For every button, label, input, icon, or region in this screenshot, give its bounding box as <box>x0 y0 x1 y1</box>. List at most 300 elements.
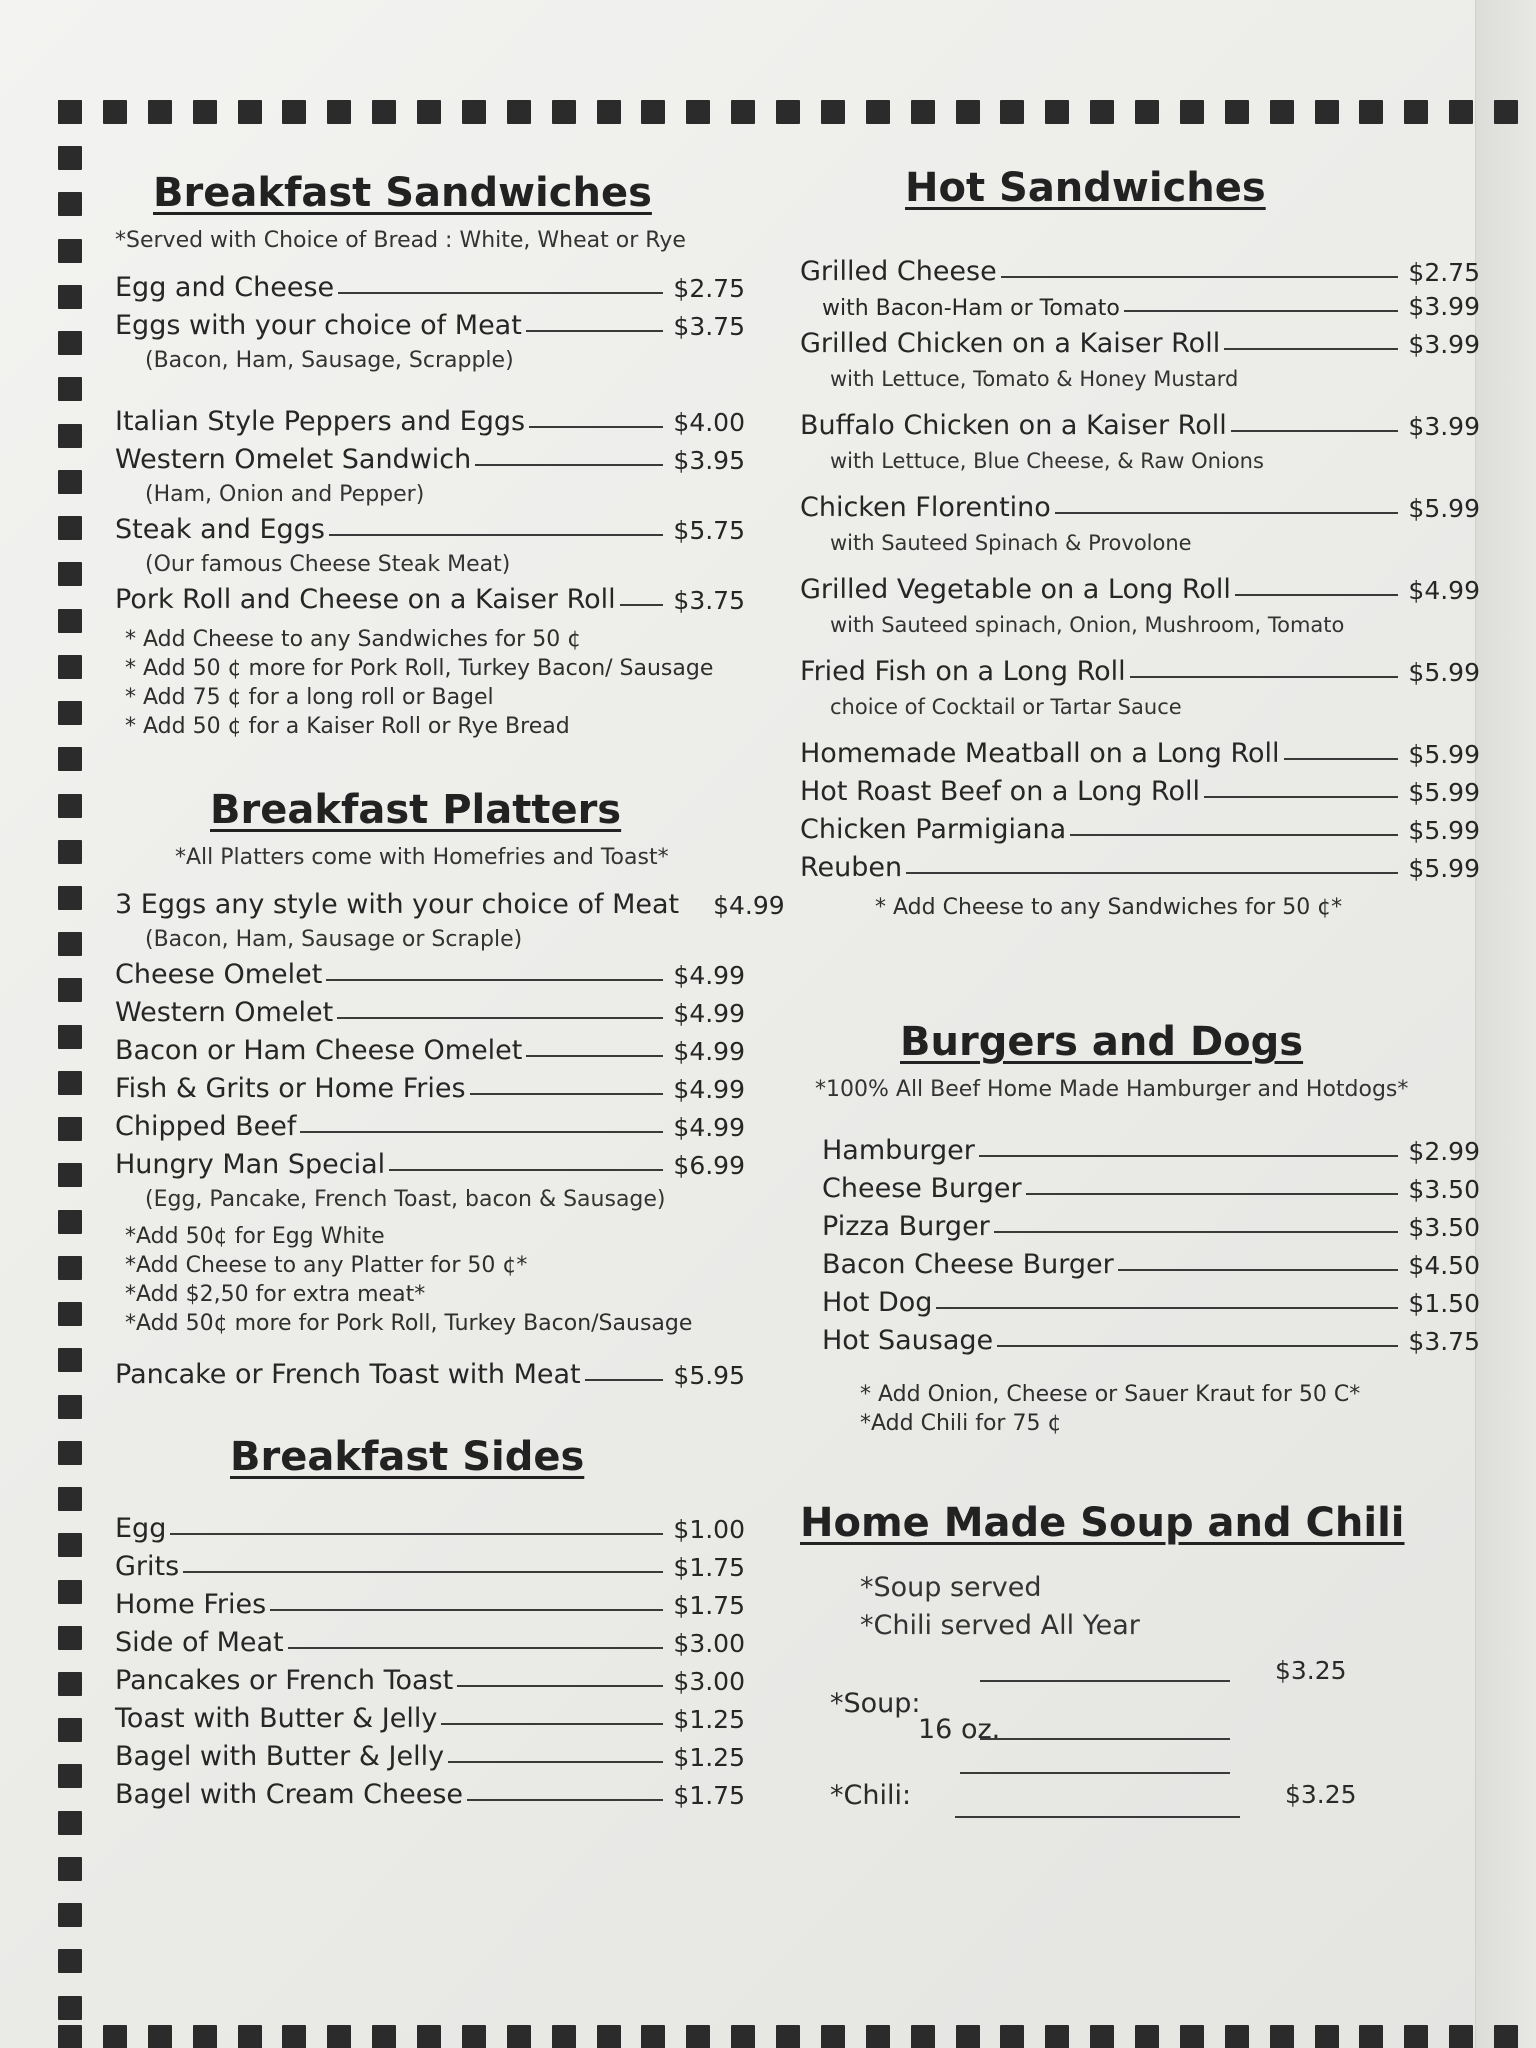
right-column <box>800 165 1480 1816</box>
border-square <box>58 1903 82 1927</box>
border-square <box>58 1071 82 1095</box>
menu-item <box>115 1066 745 1104</box>
border-square <box>776 2025 800 2048</box>
item-name: Hamburger <box>822 1135 975 1166</box>
item-price: $3.75 <box>1408 1327 1480 1356</box>
border-square <box>58 932 82 956</box>
border-square <box>58 377 82 401</box>
menu-item <box>800 845 1480 883</box>
leader-line <box>526 1055 663 1057</box>
menu-item <box>115 303 745 341</box>
item-price: $5.99 <box>1408 740 1480 769</box>
item-name: Bacon or Ham Cheese Omelet <box>115 1035 523 1066</box>
soup-label: *Soup: <box>830 1688 921 1719</box>
item-name: Grilled Cheese <box>800 256 997 287</box>
border-square <box>1449 2025 1473 2048</box>
border-square <box>462 2025 486 2048</box>
item-price: $4.99 <box>673 1037 745 1066</box>
item-price: $4.00 <box>673 408 745 437</box>
border-square <box>58 239 82 263</box>
section-title: Burgers and Dogs <box>900 1019 1304 1065</box>
border-square <box>1404 2025 1428 2048</box>
item-price: $5.99 <box>1408 778 1480 807</box>
border-square <box>1000 100 1024 124</box>
leader-line <box>441 1723 663 1725</box>
border-square <box>911 100 935 124</box>
border-square <box>327 2025 351 2048</box>
leader-line <box>1130 676 1399 678</box>
leader-line <box>906 872 1398 874</box>
item-price: $3.99 <box>1408 292 1480 321</box>
border-square <box>507 100 531 124</box>
border-square <box>238 100 262 124</box>
section-title: Home Made Soup and Chili <box>800 1500 1405 1546</box>
border-square <box>58 840 82 864</box>
burgers-dogs-section <box>800 1019 1480 1440</box>
border-square <box>911 2025 935 2048</box>
item-price: $4.99 <box>673 961 745 990</box>
border-square <box>58 1163 82 1187</box>
checkered-border-bottom <box>58 2025 1518 2048</box>
border-square <box>1090 100 1114 124</box>
item-name: Bagel with Butter & Jelly <box>115 1741 445 1772</box>
menu-item <box>115 1620 745 1658</box>
border-square <box>58 1117 82 1141</box>
border-square <box>776 100 800 124</box>
leader-line <box>1118 1269 1399 1271</box>
item-price: $2.75 <box>673 274 745 303</box>
addon-note: *Add 50¢ for Egg White <box>125 1224 385 1249</box>
border-square <box>58 1533 82 1557</box>
item-price: $3.50 <box>1408 1175 1480 1204</box>
border-square <box>58 1811 82 1835</box>
item-price: $6.99 <box>673 1151 745 1180</box>
leader-line <box>526 330 664 332</box>
addon-note: * Add Cheese to any Sandwiches for 50 ¢ <box>125 627 582 652</box>
border-square <box>58 609 82 633</box>
menu-item <box>115 1582 745 1620</box>
item-name: Egg <box>115 1513 167 1544</box>
border-square <box>1045 100 1069 124</box>
addon-note: *Add Cheese to any Platter for 50 ¢* <box>125 1253 528 1278</box>
border-square <box>58 331 82 355</box>
border-square <box>58 1857 82 1881</box>
border-square <box>58 1348 82 1372</box>
border-square <box>507 2025 531 2048</box>
menu-item <box>800 1242 1480 1280</box>
border-square <box>597 100 621 124</box>
item-name: Fish & Grits or Home Fries <box>115 1073 466 1104</box>
item-description: with Lettuce, Tomato & Honey Mustard <box>830 367 1239 391</box>
addon-note: * Add 50 ¢ more for Pork Roll, Turkey Bacon/ Sausage <box>125 656 714 681</box>
leader-line <box>1055 512 1399 514</box>
item-price: $4.50 <box>1408 1251 1480 1280</box>
menu-item <box>800 649 1480 687</box>
leader-line <box>980 1738 1230 1740</box>
item-price: $3.50 <box>1408 1213 1480 1242</box>
item-description: (Ham, Onion and Pepper) <box>145 482 425 507</box>
soup-chili-section <box>800 1500 1480 1816</box>
item-description: with Sauteed Spinach & Provolone <box>830 531 1192 555</box>
chili-row <box>800 1772 1480 1816</box>
menu-item <box>800 567 1480 605</box>
item-price: $3.00 <box>673 1667 745 1696</box>
item-name: Hot Sausage <box>822 1325 994 1356</box>
chili-label: *Chili: <box>830 1780 912 1811</box>
leader-line <box>529 426 663 428</box>
item-name: Toast with Butter & Jelly <box>115 1703 438 1734</box>
soup-price-row <box>800 1648 1480 1688</box>
border-square <box>1135 2025 1159 2048</box>
border-square <box>1315 100 1339 124</box>
item-name: Egg and Cheese <box>115 272 335 303</box>
item-name: Homemade Meatball on a Long Roll <box>800 738 1280 769</box>
item-name: Hot Roast Beef on a Long Roll <box>800 776 1201 807</box>
border-square <box>58 2025 82 2048</box>
menu-item <box>115 1352 745 1390</box>
leader-line <box>997 1345 1398 1347</box>
item-name: Cheese Omelet <box>115 959 323 990</box>
item-price: $5.99 <box>1408 816 1480 845</box>
border-square <box>58 794 82 818</box>
menu-item <box>115 1544 745 1582</box>
border-square <box>821 100 845 124</box>
leader-line <box>936 1307 1398 1309</box>
soup-row <box>800 1688 1480 1745</box>
border-square <box>866 100 890 124</box>
border-square <box>1180 2025 1204 2048</box>
menu-item <box>800 403 1480 441</box>
border-square <box>417 2025 441 2048</box>
menu-item <box>115 437 745 475</box>
item-price: $1.50 <box>1408 1289 1480 1318</box>
breakfast-sandwiches-section <box>115 170 745 743</box>
border-square <box>641 2025 665 2048</box>
item-price: $1.25 <box>673 1705 745 1734</box>
border-square <box>238 2025 262 2048</box>
item-name: Side of Meat <box>115 1627 284 1658</box>
menu-item <box>115 265 745 303</box>
item-name: Chicken Florentino <box>800 492 1051 523</box>
item-name: Pork Roll and Cheese on a Kaiser Roll <box>115 584 616 615</box>
item-price: $1.25 <box>673 1743 745 1772</box>
border-square <box>58 1949 82 1973</box>
menu-item <box>115 1028 745 1066</box>
border-square <box>58 516 82 540</box>
item-price: $1.75 <box>673 1553 745 1582</box>
menu-item <box>800 249 1480 287</box>
leader-line <box>1026 1193 1399 1195</box>
item-description: with Sauteed spinach, Onion, Mushroom, Tomato <box>830 613 1345 637</box>
menu-item <box>115 577 745 615</box>
item-name: Pancake or French Toast with Meat <box>115 1359 581 1390</box>
item-price: $5.99 <box>1408 658 1480 687</box>
section-note: *Served with Choice of Bread : White, Wheat or Rye <box>115 228 686 253</box>
menu-item <box>115 952 745 990</box>
leader-line <box>448 1761 663 1763</box>
item-price: $5.99 <box>1408 854 1480 883</box>
border-square <box>58 701 82 725</box>
leader-line <box>337 1017 663 1019</box>
leader-line <box>1124 310 1399 312</box>
item-price: $4.99 <box>673 1113 745 1142</box>
menu-item <box>800 485 1480 523</box>
item-price: $3.99 <box>1408 330 1480 359</box>
item-name: Bacon Cheese Burger <box>822 1249 1114 1280</box>
border-square <box>58 1672 82 1696</box>
border-square <box>1045 2025 1069 2048</box>
border-square <box>956 100 980 124</box>
hot-sandwiches-section <box>800 165 1480 924</box>
border-square <box>58 285 82 309</box>
leader-line <box>994 1231 1399 1233</box>
menu-item <box>800 769 1480 807</box>
leader-line <box>470 1093 664 1095</box>
item-name: Eggs with your choice of Meat <box>115 310 522 341</box>
section-note: *All Platters come with Homefries and Toast* <box>175 845 669 870</box>
leader-line <box>338 292 663 294</box>
breakfast-platters-section <box>115 787 785 1390</box>
leader-line <box>979 1155 1399 1157</box>
addon-note: * Add 75 ¢ for a long roll or Bagel <box>125 685 494 710</box>
breakfast-sides-section <box>115 1434 745 1810</box>
border-square <box>372 2025 396 2048</box>
next-page-edge <box>1475 0 1536 2048</box>
border-square <box>686 100 710 124</box>
item-description: (Egg, Pancake, French Toast, bacon & Sausage) <box>145 1187 666 1212</box>
leader-line <box>620 604 664 606</box>
border-square <box>1270 2025 1294 2048</box>
menu-item <box>800 1204 1480 1242</box>
item-price: $4.99 <box>673 999 745 1028</box>
border-square <box>1180 100 1204 124</box>
item-name: Western Omelet Sandwich <box>115 444 472 475</box>
border-square <box>1000 2025 1024 2048</box>
item-name: Hot Dog <box>822 1287 933 1318</box>
item-price: $4.99 <box>1408 576 1480 605</box>
border-square <box>372 100 396 124</box>
leader-line <box>270 1609 663 1611</box>
item-price: $3.75 <box>673 312 745 341</box>
menu-item <box>115 1658 745 1696</box>
border-square <box>103 100 127 124</box>
leader-line <box>467 1799 663 1801</box>
item-name: Grilled Chicken on a Kaiser Roll <box>800 328 1221 359</box>
section-title: Breakfast Sides <box>230 1434 585 1480</box>
chili-price: $3.25 <box>1285 1780 1357 1809</box>
item-price: $3.00 <box>673 1629 745 1658</box>
menu-item <box>800 1318 1480 1356</box>
item-name: Pizza Burger <box>822 1211 990 1242</box>
leader-line <box>183 1571 663 1573</box>
item-price: $1.75 <box>673 1781 745 1810</box>
border-square <box>58 424 82 448</box>
menu-item <box>115 1696 745 1734</box>
menu-item <box>115 882 785 920</box>
checkered-border-top <box>58 100 1518 126</box>
section-note: *Chili served All Year <box>860 1610 1140 1641</box>
item-name: Bagel with Cream Cheese <box>115 1779 464 1810</box>
border-square <box>58 1996 82 2020</box>
leader-line <box>170 1533 663 1535</box>
border-square <box>417 100 441 124</box>
item-price: $4.99 <box>713 891 785 920</box>
addon-note: *Add 50¢ more for Pork Roll, Turkey Bacon/Sausage <box>125 1311 693 1336</box>
item-name: Cheese Burger <box>822 1173 1022 1204</box>
addon-note: * Add 50 ¢ for a Kaiser Roll or Rye Bread <box>125 714 570 739</box>
border-square <box>58 1441 82 1465</box>
item-name: Reuben <box>800 852 903 883</box>
border-square <box>1404 100 1428 124</box>
border-square <box>58 192 82 216</box>
menu-item <box>115 1104 745 1142</box>
border-square <box>686 2025 710 2048</box>
border-square <box>866 2025 890 2048</box>
border-square <box>1359 2025 1383 2048</box>
menu-item <box>800 807 1480 845</box>
item-description: (Bacon, Ham, Sausage, Scrapple) <box>145 348 514 373</box>
menu-item <box>115 1506 745 1544</box>
border-square <box>58 146 82 170</box>
addon-note: *Add Chili for 75 ¢ <box>860 1411 1062 1436</box>
item-name: Steak and Eggs <box>115 514 325 545</box>
menu-item <box>800 287 1480 321</box>
item-price: $4.99 <box>673 1075 745 1104</box>
leader-line <box>955 1816 1240 1818</box>
leader-line <box>300 1131 663 1133</box>
border-square <box>956 2025 980 2048</box>
item-price: $2.75 <box>1408 258 1480 287</box>
leader-line <box>1070 834 1398 836</box>
section-note: *Soup served <box>860 1572 1042 1603</box>
leader-line <box>1284 758 1399 760</box>
border-square <box>148 2025 172 2048</box>
menu-item <box>800 731 1480 769</box>
menu-item <box>800 1128 1480 1166</box>
border-square <box>58 1025 82 1049</box>
item-name: Home Fries <box>115 1589 267 1620</box>
item-price: $3.95 <box>673 446 745 475</box>
menu-item <box>115 1772 745 1810</box>
border-square <box>1270 100 1294 124</box>
border-square <box>58 1718 82 1742</box>
border-square <box>282 2025 306 2048</box>
border-square <box>58 470 82 494</box>
menu-item <box>115 1734 745 1772</box>
border-square <box>1359 100 1383 124</box>
item-price: $5.99 <box>1408 494 1480 523</box>
leader-line <box>980 1680 1230 1682</box>
checkered-border-left <box>58 100 84 2020</box>
border-square <box>327 100 351 124</box>
border-square <box>552 100 576 124</box>
addon-note: * Add Cheese to any Sandwiches for 50 ¢* <box>875 895 1343 920</box>
menu-item <box>115 990 745 1028</box>
menu-item <box>115 1142 745 1180</box>
item-price: $2.99 <box>1408 1137 1480 1166</box>
border-square <box>193 2025 217 2048</box>
leader-line <box>457 1685 663 1687</box>
leader-line <box>1204 796 1398 798</box>
border-square <box>148 100 172 124</box>
leader-line <box>1001 276 1399 278</box>
item-name: Grilled Vegetable on a Long Roll <box>800 574 1231 605</box>
leader-line <box>329 534 664 536</box>
left-column <box>115 170 785 1810</box>
section-title: Breakfast Platters <box>210 787 622 833</box>
menu-item <box>115 507 745 545</box>
border-square <box>282 100 306 124</box>
leader-line <box>389 1169 663 1171</box>
item-name: Western Omelet <box>115 997 334 1028</box>
item-price: $1.00 <box>673 1515 745 1544</box>
border-square <box>731 100 755 124</box>
border-square <box>1090 2025 1114 2048</box>
item-description: (Bacon, Ham, Sausage or Scraple) <box>145 927 523 952</box>
item-name: Chicken Parmigiana <box>800 814 1067 845</box>
item-price: $1.75 <box>673 1591 745 1620</box>
border-square <box>58 1580 82 1604</box>
border-square <box>58 562 82 586</box>
border-square <box>58 655 82 679</box>
soup-price: $3.25 <box>1275 1656 1347 1685</box>
border-square <box>552 2025 576 2048</box>
item-name: Hungry Man Special <box>115 1149 386 1180</box>
leader-line <box>960 1772 1230 1774</box>
border-square <box>103 2025 127 2048</box>
border-square <box>58 1764 82 1788</box>
border-square <box>821 2025 845 2048</box>
item-description: choice of Cocktail or Tartar Sauce <box>830 695 1182 719</box>
border-square <box>1494 100 1518 124</box>
addon-note: *Add $2,50 for extra meat* <box>125 1282 426 1307</box>
item-name: 3 Eggs any style with your choice of Meat <box>115 889 680 920</box>
border-square <box>1135 100 1159 124</box>
item-name: Chipped Beef <box>115 1111 297 1142</box>
leader-line <box>1224 348 1398 350</box>
item-name: Fried Fish on a Long Roll <box>800 656 1126 687</box>
border-square <box>58 1626 82 1650</box>
leader-line <box>1231 430 1399 432</box>
item-description: (Our famous Cheese Steak Meat) <box>145 552 511 577</box>
menu-item <box>800 1166 1480 1204</box>
item-price: $5.95 <box>673 1361 745 1390</box>
item-name: Buffalo Chicken on a Kaiser Roll <box>800 410 1227 441</box>
leader-line <box>1235 594 1399 596</box>
border-square <box>58 100 82 124</box>
border-square <box>462 100 486 124</box>
border-square <box>1225 2025 1249 2048</box>
item-price: $5.75 <box>673 516 745 545</box>
menu-item <box>800 321 1480 359</box>
border-square <box>731 2025 755 2048</box>
border-square <box>58 1302 82 1326</box>
leader-line <box>288 1647 664 1649</box>
border-square <box>58 886 82 910</box>
leader-line <box>326 979 663 981</box>
section-title: Hot Sandwiches <box>905 165 1266 211</box>
border-square <box>641 100 665 124</box>
border-square <box>58 1210 82 1234</box>
menu-item <box>115 399 745 437</box>
section-title: Breakfast Sandwiches <box>153 170 652 216</box>
item-description: with Lettuce, Blue Cheese, & Raw Onions <box>830 449 1264 473</box>
menu-item <box>800 1280 1480 1318</box>
border-square <box>597 2025 621 2048</box>
section-note: *100% All Beef Home Made Hamburger and Hotdogs* <box>815 1077 1409 1102</box>
border-square <box>1449 100 1473 124</box>
addon-note: * Add Onion, Cheese or Sauer Kraut for 50 C* <box>860 1382 1361 1407</box>
